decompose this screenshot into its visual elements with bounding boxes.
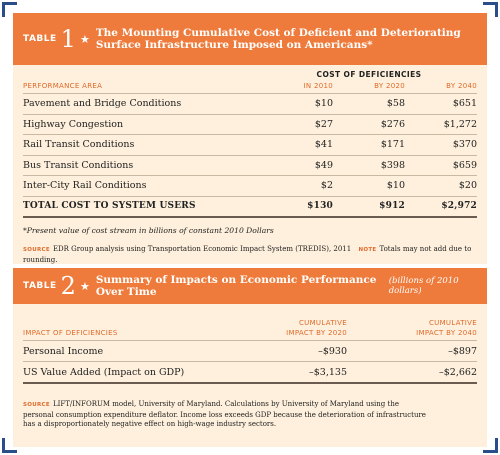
source-label: SOURCE [23,402,50,408]
cell-2020: $398 [380,159,405,171]
group-header: COST OF DEFICIENCIES [316,69,422,79]
table-row [23,135,477,156]
column-header-row [23,79,477,94]
cell-2020: –$3,135 [309,366,347,378]
cell-2040: $370 [452,139,477,151]
column-header-2020: BY 2020 [374,82,405,90]
table-2-title: Summary of Impacts on Economic Performance Over Time [95,274,377,298]
table-number: 2 [60,272,76,300]
row-label: Pavement and Bridge Conditions [23,98,182,110]
cell-2010: $2 [320,180,333,192]
table-row [23,94,477,115]
column-header-2040 [347,318,477,338]
cell-2040: –$897 [448,345,477,357]
row-label: Rail Transit Conditions [23,139,135,151]
cell-2040: $1,272 [443,118,477,130]
note-label: NOTE [358,247,377,253]
cell-2010: $49 [314,159,333,171]
cell-2010: $41 [314,139,333,151]
cell-2020: –$930 [318,345,347,357]
column-header-impact: IMPACT OF DEFICIENCIES [23,329,118,337]
row-label: Inter-City Rail Conditions [23,180,147,192]
cell-2010: $27 [314,118,333,130]
star-icon: ★ [79,32,90,46]
table-1-title: The Mounting Cumulative Cost of Deficient and Deteriorating Surface Infrastructure Imposed on Americans* [95,27,461,51]
table-1-body [23,69,477,218]
table-label: TABLE [23,281,57,291]
total-2040: $2,972 [441,201,477,212]
cell-2020: $276 [380,118,405,130]
column-header-2020-line2: IMPACT BY 2020 [286,329,347,337]
total-row [23,197,477,219]
total-label: TOTAL COST TO SYSTEM USERS [23,201,196,212]
column-header-row [23,315,477,341]
cell-2040: $651 [452,98,477,110]
cell-2040: $659 [452,159,477,171]
row-label: Personal Income [23,345,104,357]
cell-2010: $10 [314,98,333,110]
table-2-panel [13,268,487,447]
row-label: US Value Added (Impact on GDP) [23,366,185,378]
table-2-header [13,268,487,304]
table-row [23,156,477,177]
total-2020: $912 [379,201,405,212]
table-row [23,176,477,197]
column-header-2040: BY 2040 [446,82,477,90]
table-1-panel [13,13,487,264]
table-1-source [23,244,477,265]
cell-2040: $20 [458,180,477,192]
table-row [23,115,477,136]
table-1-header [13,13,487,65]
table-2-subtitle: (billions of 2010 dollars) [388,276,459,296]
table-2-body [23,315,477,384]
source-label: SOURCE [23,247,50,253]
table-1-footnote: *Present value of cost stream in billions of constant 2010 Dollars [23,226,274,235]
table-number: 1 [60,25,76,53]
star-icon: ★ [79,279,90,293]
note-text: Totals may not add due to rounding. [23,245,472,264]
total-2010: $130 [307,201,333,212]
cell-2020: $58 [386,98,405,110]
column-header-2020-line1: CUMULATIVE [298,319,347,327]
column-header-2040-line1: CUMULATIVE [428,319,477,327]
cell-2020: $10 [386,180,405,192]
column-header-area: PERFORMANCE AREA [23,82,103,90]
column-header-2040-line2: IMPACT BY 2040 [416,329,477,337]
source-text: LIFT/INFORUM model, University of Maryland. Calculations by University of Maryland using the personal consumption expenditure deflator. Income loss exceeds GDP because the deterioration of infrastructure has a disproportionately negative effect on high-wage industry sectors. [23,400,426,428]
cell-2040: –$2,662 [439,366,477,378]
table-row [23,341,477,362]
row-label: Bus Transit Conditions [23,159,134,171]
table-label: TABLE [23,34,57,44]
table-2-source [23,400,427,430]
source-text: EDR Group analysis using Transportation Economic Impact System (TREDIS), 2011 [52,245,352,253]
column-header-2010: IN 2010 [303,82,333,90]
cell-2020: $171 [380,139,405,151]
row-label: Highway Congestion [23,118,124,130]
column-header-2020 [207,318,347,338]
table-row [23,362,477,384]
